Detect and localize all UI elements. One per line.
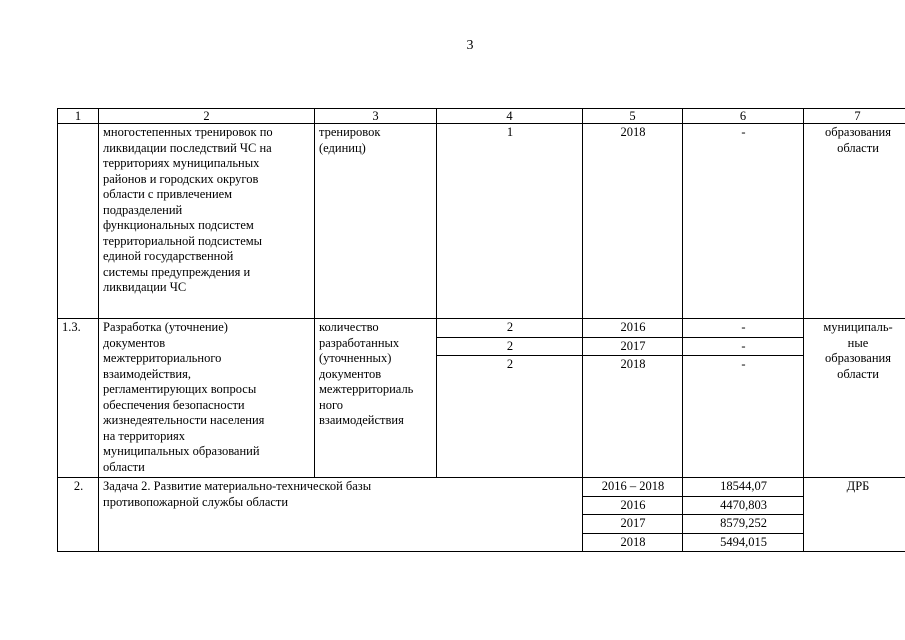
row-year: 2018 [583, 124, 683, 319]
row-cost: - [683, 124, 804, 319]
row-year: 2017 [583, 337, 683, 356]
row-value: 2 [437, 356, 583, 478]
row-year: 2016 [583, 319, 683, 338]
row-value: 1 [437, 124, 583, 319]
row-cost: 18544,07 [683, 478, 804, 497]
row-description: Задача 2. Развитие материально-технической базы противопожарной службы области [99, 478, 583, 552]
table-row [58, 478, 905, 497]
row-year: 2017 [583, 515, 683, 534]
header-cell-2: 2 [99, 109, 315, 124]
row-executor: муниципаль- ные образования области [804, 319, 905, 478]
header-cell-4: 4 [437, 109, 583, 124]
row-cost: - [683, 319, 804, 338]
row-cost: - [683, 356, 804, 478]
row-cost: - [683, 337, 804, 356]
header-cell-5: 5 [583, 109, 683, 124]
row-cost: 4470,803 [683, 496, 804, 515]
row-description: многостепенных тренировок по ликвидации последствий ЧС на территориях муниципальных районов и городских округов области с привлечением подразделений функциональных подсистем территориальной подсистемы единой государственной системы предупреждения и ликвидации ЧС [99, 124, 315, 319]
row-year: 2016 [583, 496, 683, 515]
row-indicator: количество разработанных (уточненных) документов межтерриториаль ного взаимодействия [315, 319, 437, 478]
row-description: Разработка (уточнение) документов межтерриториального взаимодействия, регламентирующих вопросы обеспечения безопасности жизнедеятельности населения на территориях муниципальных образований области [99, 319, 315, 478]
row-number: 1.3. [58, 319, 99, 478]
row-indicator: тренировок (единиц) [315, 124, 437, 319]
header-cell-7: 7 [804, 109, 905, 124]
program-table [57, 108, 905, 552]
row-executor: образования области [804, 124, 905, 319]
row-year: 2018 [583, 356, 683, 478]
header-cell-1: 1 [58, 109, 99, 124]
row-cost: 8579,252 [683, 515, 804, 534]
row-number [58, 124, 99, 319]
row-value: 2 [437, 337, 583, 356]
row-cost: 5494,015 [683, 533, 804, 552]
row-number: 2. [58, 478, 99, 552]
header-cell-6: 6 [683, 109, 804, 124]
header-row [58, 109, 905, 124]
table-row [58, 124, 905, 319]
row-year: 2018 [583, 533, 683, 552]
row-year: 2016 – 2018 [583, 478, 683, 497]
row-executor: ДРБ [804, 478, 905, 552]
header-cell-3: 3 [315, 109, 437, 124]
page-number: 3 [466, 38, 474, 53]
table-row [58, 319, 905, 338]
row-value: 2 [437, 319, 583, 338]
